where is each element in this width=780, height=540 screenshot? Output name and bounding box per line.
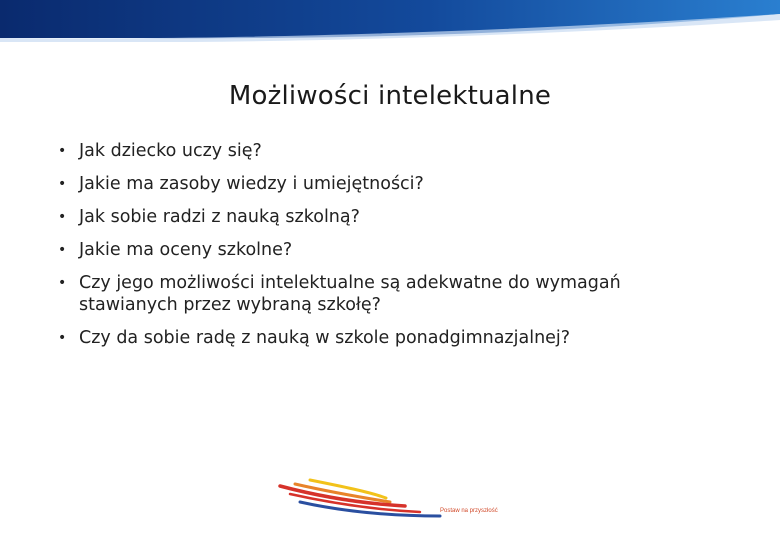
list-item [55, 140, 695, 162]
bullet-icon: • [58, 275, 67, 291]
logo-tagline: Postaw na przyszłość [440, 508, 498, 514]
list-item [55, 272, 695, 316]
header-band [0, 0, 780, 42]
list-item-text: Jakie ma zasoby wiedzy i umiejętności? [79, 174, 424, 194]
list-item-text: Jak sobie radzi z nauką szkolną? [79, 207, 360, 227]
list-item-text: Jak dziecko uczy się? [79, 141, 262, 161]
slide-title: Możliwości intelektualne [228, 81, 552, 112]
list-item-text: Czy jego możliwości intelektualne są adekwatne do wymagań stawianych przez wybraną szkołę? [79, 273, 621, 315]
header-band-graphic [0, 0, 780, 42]
bullet-icon: • [58, 330, 67, 346]
logo-stripes-icon [270, 470, 520, 530]
list-item [55, 239, 695, 261]
list-item-text: Jakie ma oceny szkolne? [79, 240, 293, 260]
bullet-icon: • [58, 143, 67, 159]
bullet-icon: • [58, 209, 67, 225]
bullet-list [55, 140, 695, 360]
bullet-icon: • [58, 242, 67, 258]
list-item-text: Czy da sobie radę z nauką w szkole ponadgimnazjalnej? [79, 328, 571, 348]
list-item [55, 327, 695, 349]
program-logo [270, 470, 520, 530]
bullet-icon: • [58, 176, 67, 192]
list-item [55, 173, 695, 195]
list-item [55, 206, 695, 228]
